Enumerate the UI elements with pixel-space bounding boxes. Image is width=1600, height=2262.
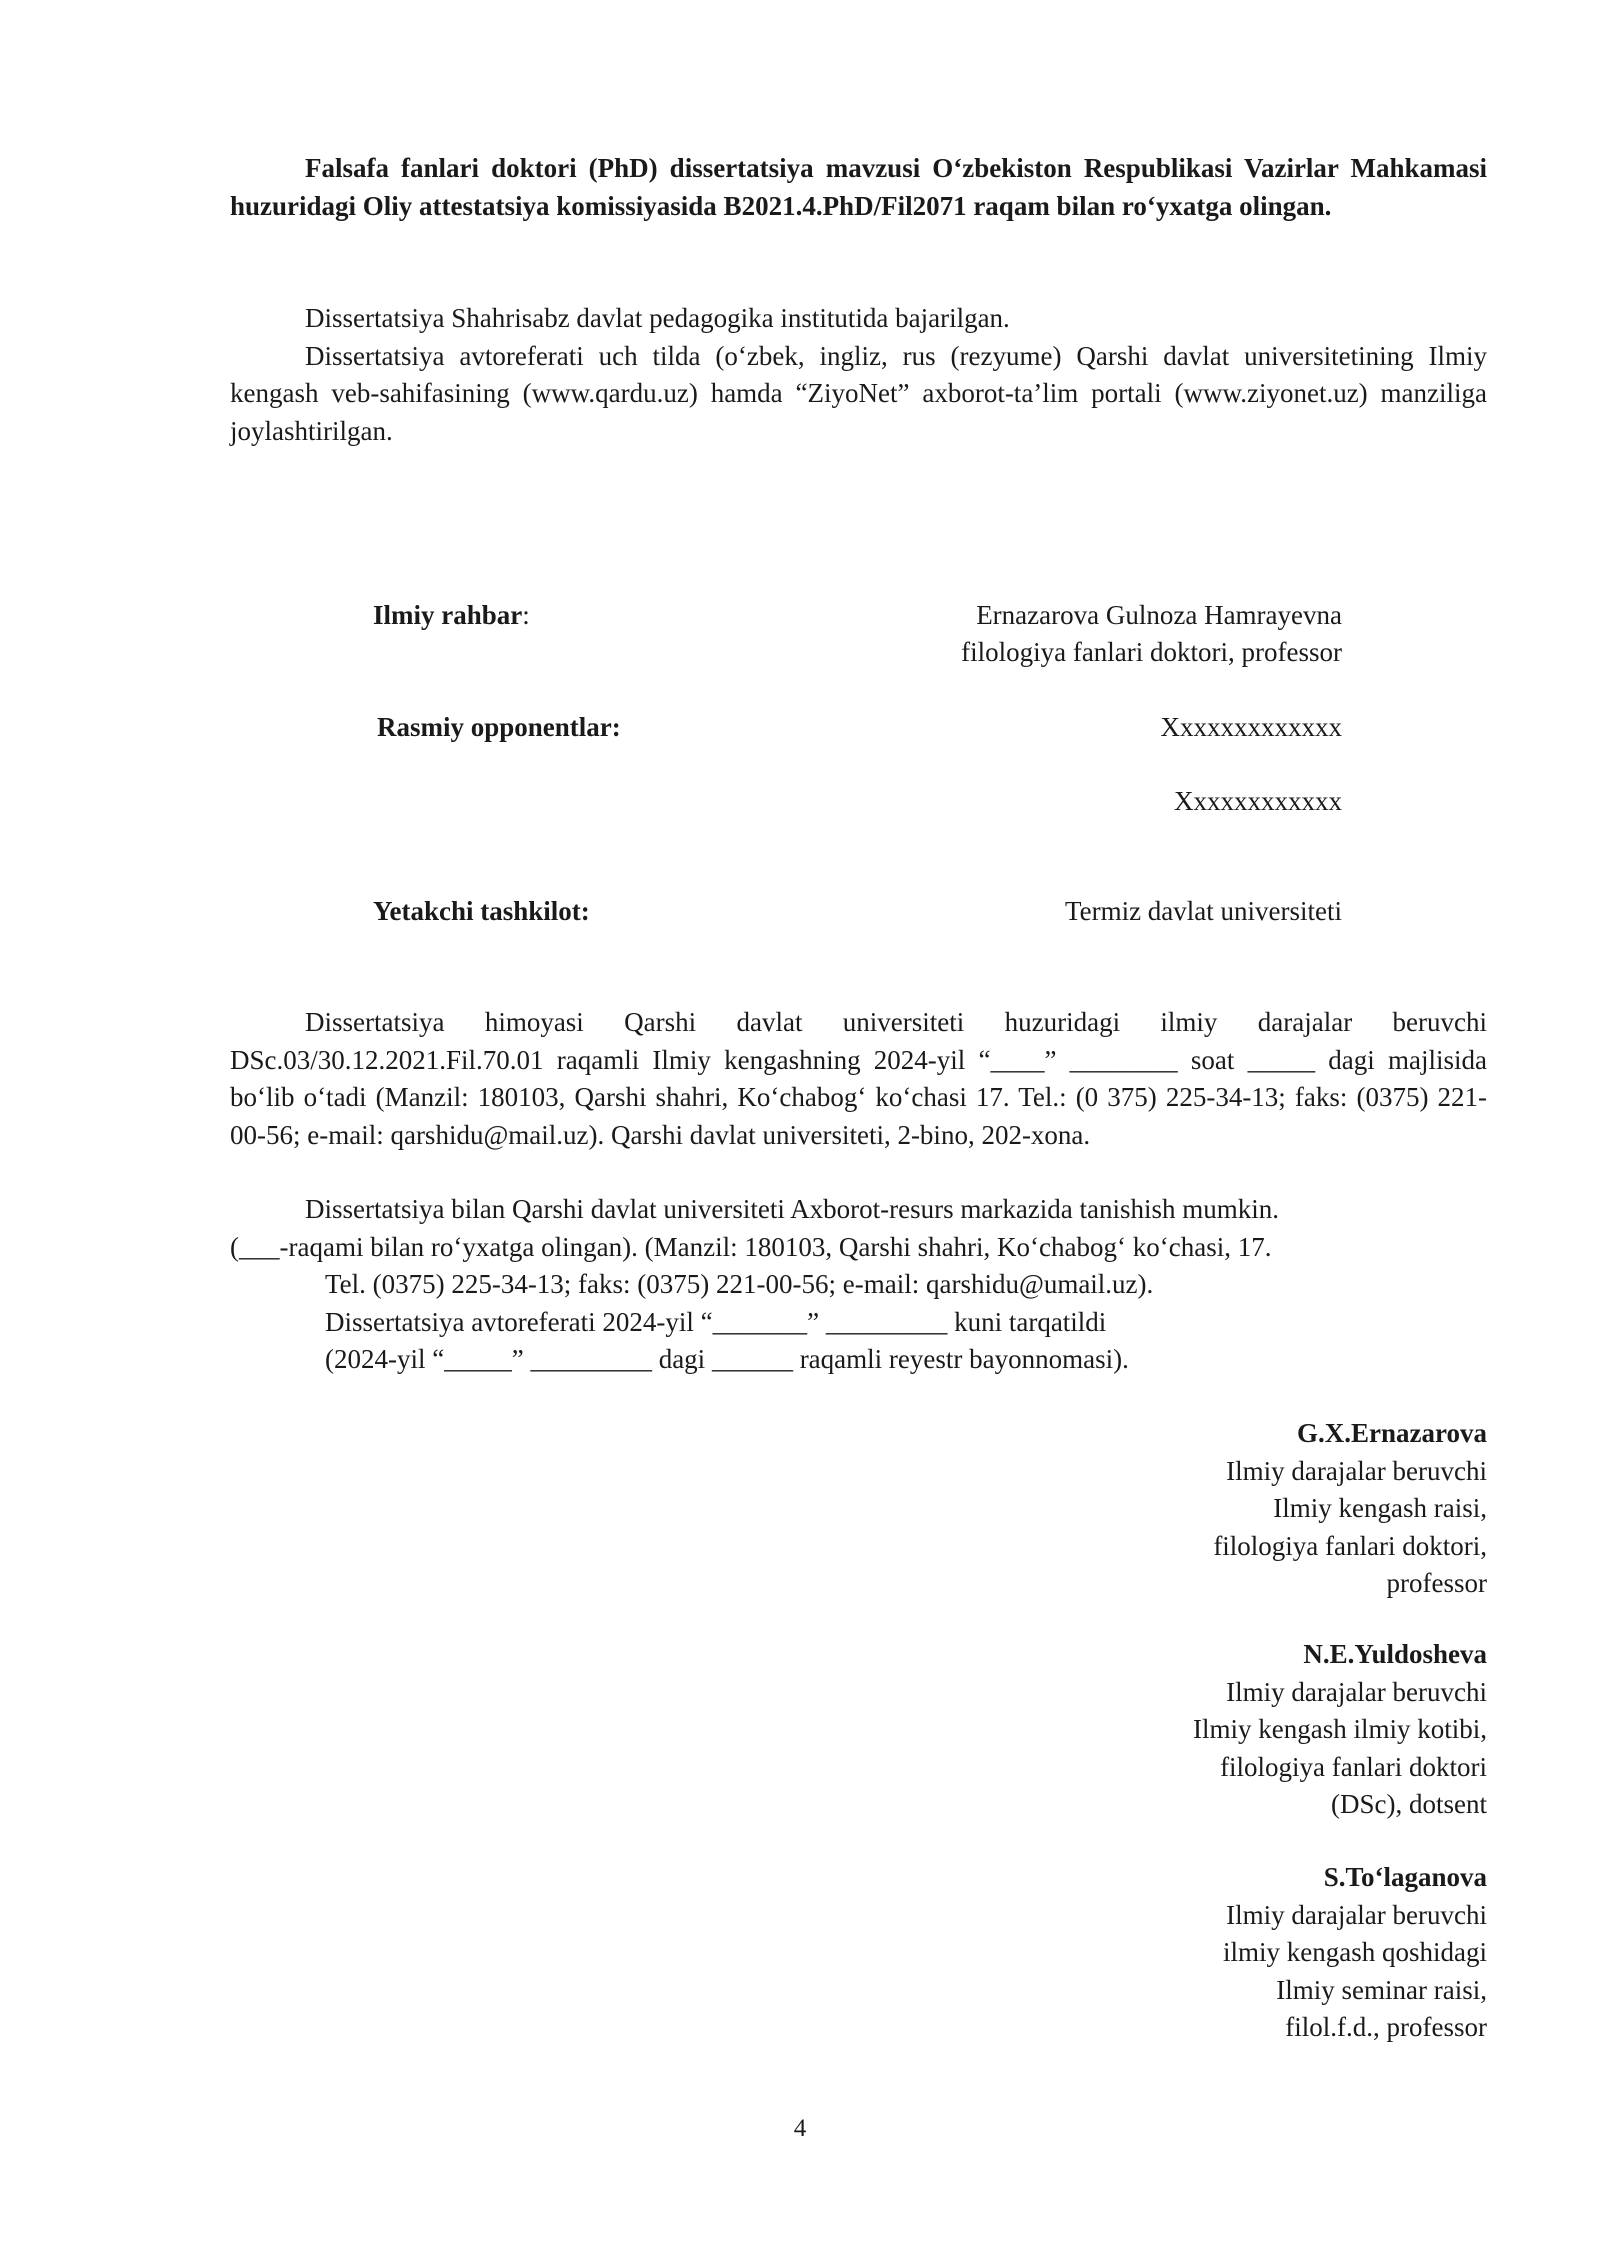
library-line-1: Dissertatsiya bilan Qarshi davlat universiteti Axborot-resurs markazida tanishish mumkin. — [305, 1194, 1280, 1224]
signatory-role: filologiya fanlari doktori — [1220, 1751, 1487, 1782]
lead-org-name: Termiz davlat universiteti — [1064, 896, 1342, 926]
supervisor-label — [373, 597, 530, 635]
signatory-name: S.To‘laganova — [1323, 1862, 1487, 1892]
signatory-role: Ilmiy darajalar beruvchi — [1226, 1899, 1487, 1930]
institute-line: Dissertatsiya Shahrisabz davlat pedagogika institutida bajarilgan. — [305, 303, 1010, 333]
page-number: 4 — [793, 2115, 807, 2142]
signatory-role: ilmiy kengash qoshidagi — [1223, 1937, 1487, 1967]
library-line-2: (___-raqami bilan ro‘yxatga olingan). (Manzil: 180103, Qarshi shahri, Ko‘chabog‘ ko‘chasi, 17. — [230, 1231, 1272, 1262]
signatory-role: Ilmiy seminar raisi, — [1276, 1974, 1487, 2005]
signatory-role: professor — [1386, 1568, 1487, 1598]
signatory-role: (DSc), dotsent — [1331, 1789, 1487, 1819]
supervisor-label-colon: : — [522, 600, 530, 630]
signatory-role: Ilmiy kengash raisi, — [1273, 1493, 1487, 1523]
dissertation-info — [230, 300, 1487, 450]
registry-line: (2024-yil “_____” _________ dagi ______ raqamli reyestr bayonnomasi). — [325, 1344, 1129, 1374]
opponent-1: Xxxxxxxxxxxxx — [1160, 712, 1342, 742]
lead-org-label: Yetakchi tashkilot: — [373, 896, 590, 926]
signatory-role: Ilmiy darajalar beruvchi — [1226, 1455, 1487, 1486]
abstract-distributed-line: Dissertatsiya avtoreferati 2024-yil “_______” _________ kuni tarqatildi — [325, 1306, 1107, 1337]
supervisor-title: filologiya fanlari doktori, professor — [961, 637, 1342, 667]
signature-block-secretary — [1193, 1636, 1487, 1824]
signature-block-seminar-chair — [1223, 1859, 1487, 2047]
library-info — [230, 1191, 1487, 1379]
opponent-2: Xxxxxxxxxxxx — [1174, 786, 1342, 816]
signatory-name: N.E.Yuldosheva — [1303, 1639, 1487, 1669]
abstract-location-paragraph: Dissertatsiya avtoreferati uch tilda (o‘zbek, ingliz, rus (rezyume) Qarshi davlat universitetining Ilmiy kengash veb-sahifasining (www.qardu.uz) hamda “ZiyoNet” axborot-ta’lim portali (www.ziyonet.uz) manziliga joylashtirilgan. — [230, 340, 1487, 446]
signatory-name: G.X.Ernazarova — [1297, 1418, 1487, 1448]
signature-block-chair — [1213, 1415, 1487, 1603]
supervisor-label-text: Ilmiy rahbar — [373, 600, 523, 630]
registration-paragraph: Falsafa fanlari doktori (PhD) dissertatsiya mavzusi O‘zbekiston Respublikasi Vazirlar Mahkamasi huzuridagi Oliy attestatsiya komissiyasida B2021.4.PhD/Fil2071 raqam bilan ro‘yxatga olingan. — [230, 153, 1487, 221]
library-line-3: Tel. (0375) 225-34-13; faks: (0375) 221-00-56; e-mail: qarshidu@umail.uz). — [325, 1269, 1154, 1299]
signatory-role: filol.f.d., professor — [1285, 2012, 1487, 2042]
signatory-role: Ilmiy darajalar beruvchi — [1226, 1676, 1487, 1707]
defense-paragraph: Dissertatsiya himoyasi Qarshi davlat universiteti huzuridagi ilmiy darajalar beruvchi DSc.03/30.12.2021.Fil.70.01 raqamli Ilmiy kengashning 2024-yil “____” ________ soat _____ dagi majlisida bo‘lib o‘tadi (Manzil: 180103, Qarshi shahri, Ko‘chabog‘ ko‘chasi 17. Tel.: (0 375) 225-34-13; faks: (0375) 221-00-56; e-mail: qarshidu@mail.uz). Qarshi davlat universiteti, 2-bino, 202-xona. — [230, 1007, 1487, 1150]
opponents-label: Rasmiy opponentlar: — [377, 712, 621, 742]
signatory-role: filologiya fanlari doktori, — [1213, 1530, 1487, 1561]
signatory-role: Ilmiy kengash ilmiy kotibi, — [1193, 1714, 1487, 1744]
supervisor-name: Ernazarova Gulnoza Hamrayevna — [976, 600, 1342, 630]
